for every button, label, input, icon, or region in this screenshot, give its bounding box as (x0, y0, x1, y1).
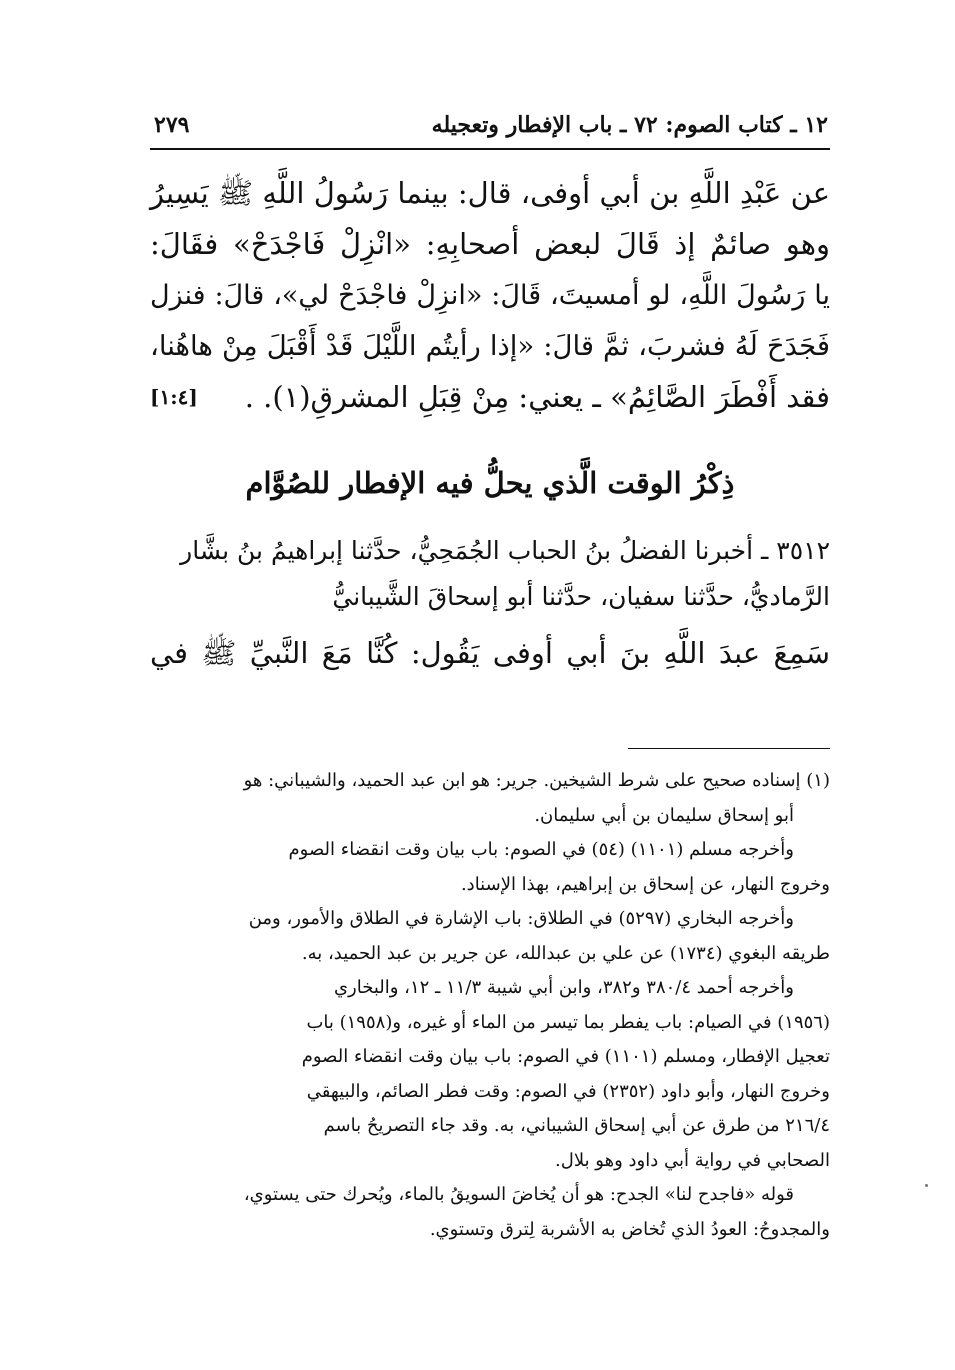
footnote-line: أبو إسحاق سليمان بن أبي سليمان. (534, 804, 794, 826)
isnad-line: ٣٥١٢ ـ أخبرنا الفضلُ بنُ الحباب الجُمَحِيُّ، حدَّثنا إبراهيمُ بنُ بشَّار (180, 536, 830, 565)
footnote-paragraph (150, 902, 830, 971)
footnote-paragraph (150, 1178, 830, 1247)
footnote-line: وخروج النهار، عن إسحاق بن إبراهيم، بهذا الإسناد. (460, 873, 830, 895)
footnote-line: ٢١٦/٤ من طرق عن أبي إسحاق الشيباني، به. وقد جاء التصريحُ باسم (323, 1115, 830, 1136)
footnote-line: (١٩٥٦) في الصيام: باب يفطر بما تيسر من الماء أو غيره، و(١٩٥٨) باب (306, 1011, 830, 1033)
page-number: ٢٧٩ (154, 112, 190, 138)
isnad-line: الرَّماديُّ، حدَّثنا سفيان، حدَّثنا أبو إسحاقَ الشَّيبانيُّ (332, 582, 830, 611)
main-text-line: عن عَبْدِ اللَّهِ بن أبي أوفى، قال: بينما رَسُولُ اللَّهِ ﷺ يَسِيرُ (150, 176, 830, 210)
footnote-paragraph (150, 971, 830, 1178)
footnote-line: طريقه البغوي (١٧٣٤) عن علي بن عبدالله، عن جرير بن عبد الحميد، به. (301, 942, 830, 964)
scan-speck (925, 1184, 928, 1187)
main-hadith-text (150, 168, 830, 423)
reference-bracket: [١:٤] (150, 385, 198, 409)
main-text-last-line (150, 372, 830, 423)
footnote-line: والمجدوحُ: العودُ الذي تُخاض به الأشربة لِترق وتستوي. (429, 1218, 830, 1240)
section-heading: ذِكْرُ الوقت الَّذي يحلُّ فيه الإفطار للصُوَّام (245, 466, 735, 500)
hadith-matn-start: سَمِعَ عبدَ اللَّهِ بنَ أبي أوفى يَقُول: كُنَّا مَعَ النَّبيِّ ﷺ في (150, 636, 830, 670)
footnote-line: تعجيل الإفطار، ومسلم (١١٠١) في الصوم: باب بيان وقت انقضاء الصوم (301, 1046, 830, 1067)
footnote-line: وأخرجه أحمد ٣٨٠/٤ و٣٨٢، وابن أبي شيبة ١١/٣ ـ ١٢، والبخاري (333, 977, 794, 998)
running-header (150, 108, 830, 150)
header-title: ١٢ ـ كتاب الصوم: ٧٢ ـ باب الإفطار وتعجيله (431, 112, 828, 138)
footnote-line: وأخرجه البخاري (٥٢٩٧) في الطلاق: باب الإشارة في الطلاق والأمور، ومن (248, 908, 794, 929)
footnote-line: وأخرجه مسلم (١١٠١) (٥٤) في الصوم: باب بيان وقت انقضاء الصوم (288, 839, 794, 860)
main-text-line: فقد أَفْطَرَ الصَّائِمُ» ـ يعني: مِنْ قِبَلِ المشرقِ(١). . (244, 380, 830, 414)
footnote-line: الصحابي في رواية أبي داود وهو بلال. (555, 1149, 830, 1171)
footnote-line: وخروج النهار، وأبو داود (٢٣٥٢) في الصوم: وقت فطر الصائم، والبيهقي (306, 1080, 830, 1102)
main-text-line: فَجَدَحَ لَهُ فشربَ، ثمَّ قالَ: «إذا رأيتُم اللَّيْلَ قَدْ أَقْبَلَ مِنْ هاهُنا، (150, 330, 830, 362)
main-text-line: يا رَسُولَ اللَّهِ، لو أمسيتَ، قَالَ: «انزِلْ فاجْدَحْ لي»، قالَ: فنزل (150, 280, 830, 311)
footnotes (150, 764, 830, 1247)
hadith-isnad (150, 528, 830, 620)
footnote-line: (١) إسناده صحيح على شرط الشيخين. جرير: هو ابن عبد الحميد، والشيباني: هو (243, 770, 830, 791)
footnote-divider (628, 748, 830, 749)
footnote-paragraph (150, 833, 830, 902)
footnote-line: قوله «فاجدح لنا» الجدح: هو أن يُخاضَ السويقُ بالماء، ويُحرك حتى يستوي، (243, 1184, 794, 1205)
footnote-paragraph (150, 764, 830, 833)
main-text-line: وهو صائمٌ إذ قَالَ لبعض أصحابِهِ: «انْزِلْ فَاجْدَحْ» فقَالَ: (150, 227, 830, 261)
